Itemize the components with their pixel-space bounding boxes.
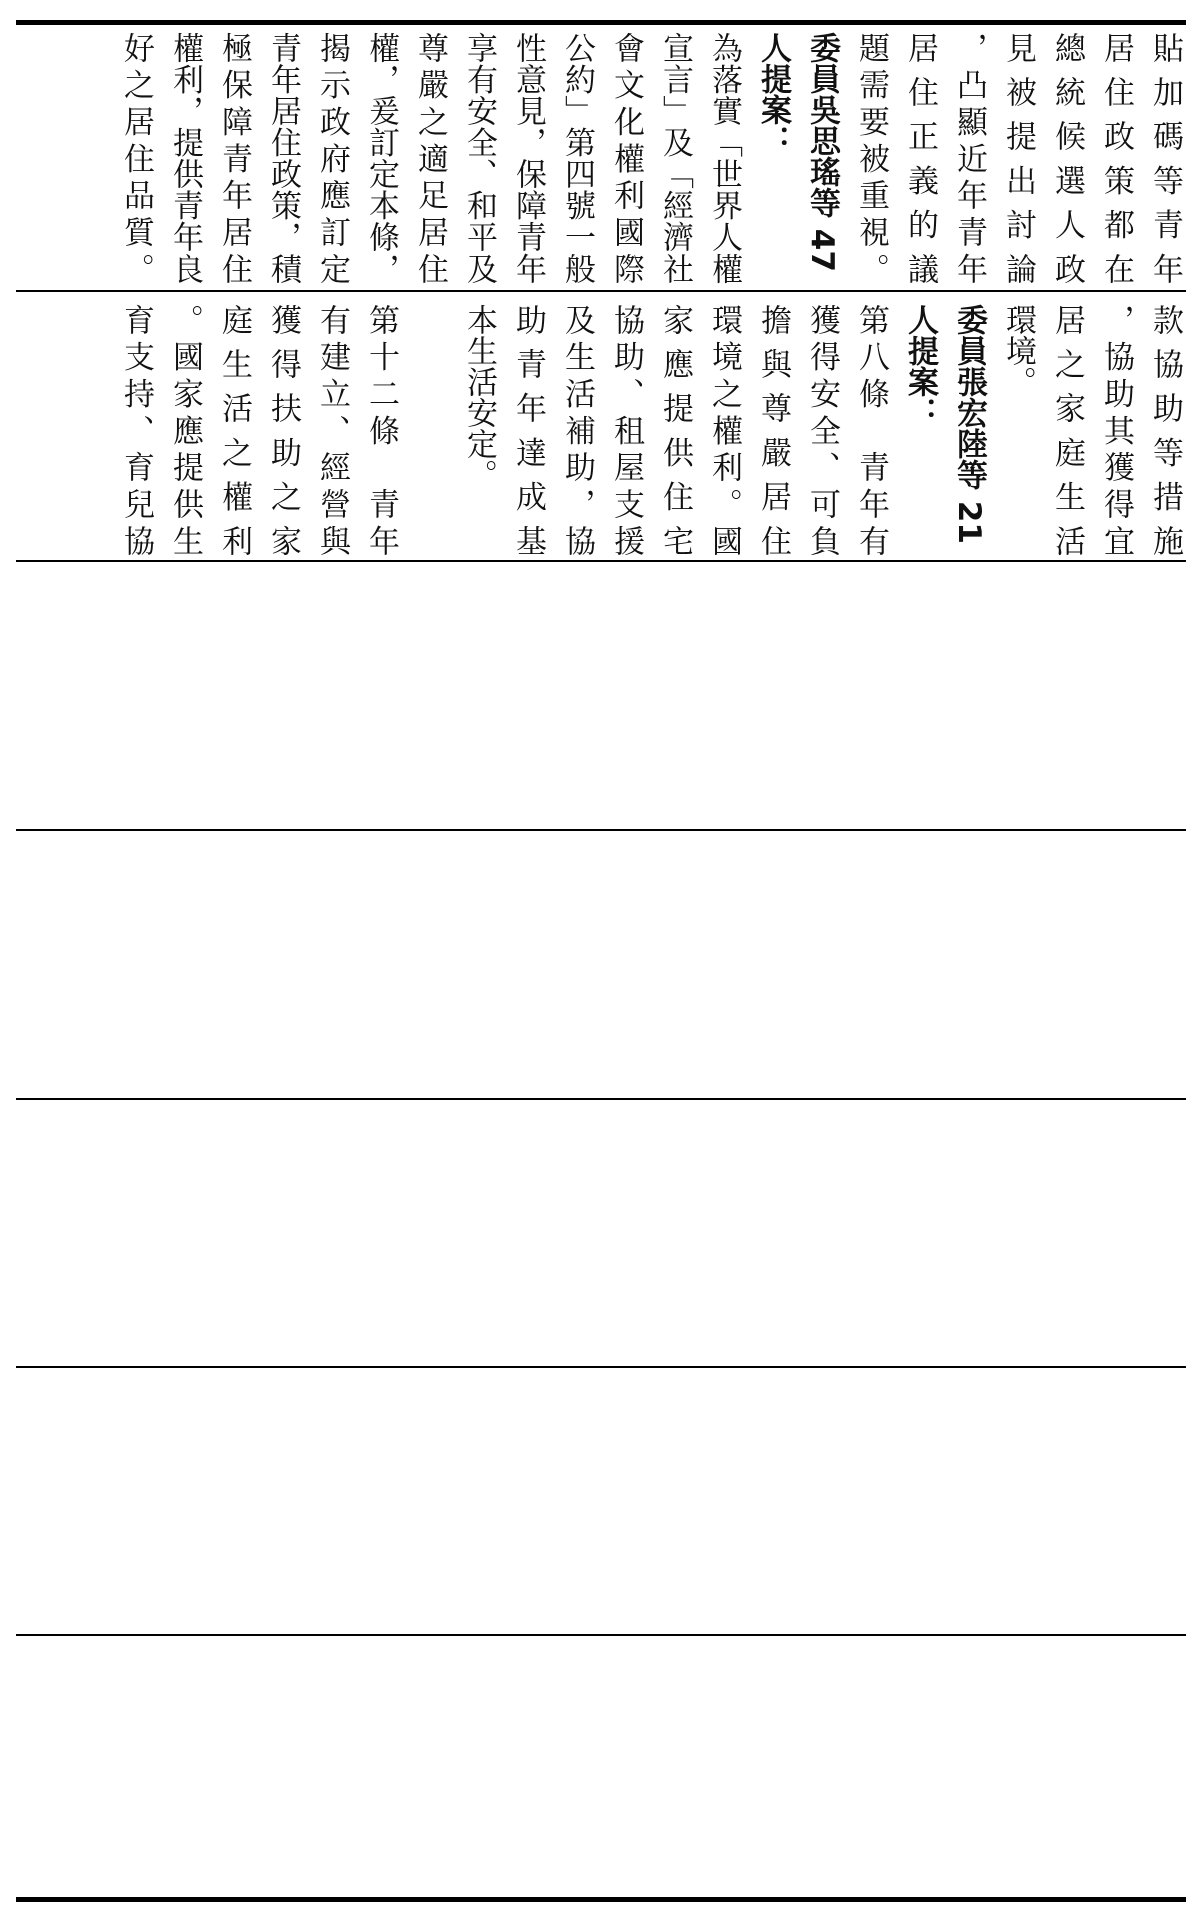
row-divider: [16, 560, 1186, 562]
row-divider: [16, 1634, 1186, 1636]
text-line: 家應提供住宅: [657, 304, 693, 556]
top-rule: [16, 20, 1186, 25]
text-line: 尊嚴之適足居住: [412, 32, 448, 284]
text-line: 及生活補助，協: [559, 304, 595, 556]
text-line: 權，爰訂定本條，: [363, 32, 399, 284]
row-divider: [16, 1098, 1186, 1100]
proposer-heading: 委員吳思瑤等 47: [804, 32, 840, 272]
text-line: 揭示政府應訂定: [314, 32, 350, 284]
text-line: 庭生活之權利: [216, 304, 252, 556]
text-line: 居住正義的議: [902, 32, 938, 284]
bottom-rule: [16, 1897, 1186, 1902]
row-divider: [16, 1366, 1186, 1368]
text-line: 青年居住政策，積: [265, 32, 301, 284]
row-divider: [16, 290, 1186, 292]
text-line: 助青年達成基: [510, 304, 546, 556]
text-line: 居之家庭生活: [1049, 304, 1085, 556]
text-line: 會文化權利國際: [608, 32, 644, 284]
text-line: 題需要被重視。: [853, 32, 889, 284]
text-line: 享有安全、和平及: [461, 32, 497, 284]
text-line: ，協助其獲得宜: [1098, 304, 1134, 556]
text-line: 本生活安定。: [461, 304, 497, 490]
text-line: 擔與尊嚴居住: [755, 304, 791, 556]
text-line: 款協助等措施: [1147, 304, 1183, 556]
proposer-heading: 委員張宏陸等 21: [951, 304, 987, 544]
row-divider: [16, 829, 1186, 831]
text-line: 獲得扶助之家: [265, 304, 301, 556]
text-line: 為落實「世界人權: [706, 32, 742, 284]
text-line: 環境。: [1000, 304, 1036, 397]
text-line: 。國家應提供生: [167, 304, 203, 556]
text-line: 總統候選人政: [1049, 32, 1085, 284]
text-line: 有建立、經營與: [314, 304, 350, 556]
text-line: 獲得安全、可負: [804, 304, 840, 556]
text-line: 極保障青年居住: [216, 32, 252, 284]
text-line: 第八條 青年有: [853, 304, 889, 556]
text-line: 育支持、育兒協: [118, 304, 154, 556]
text-line: 貼加碼等青年: [1147, 32, 1183, 284]
text-line: 環境之權利。國: [706, 304, 742, 556]
text-line: ，凸顯近年青年: [951, 32, 987, 284]
text-line: 好之居住品質。: [118, 32, 154, 284]
text-line: 見被提出討論: [1000, 32, 1036, 284]
proposer-heading-cont: 人提案：: [902, 304, 938, 428]
text-line: 性意見，保障青年: [510, 32, 546, 284]
text-line: 第十二條 青年: [363, 304, 399, 556]
text-line: 權利，提供青年良: [167, 32, 203, 284]
cell-top-right: [20, 32, 1183, 284]
text-line: 公約」第四號一般: [559, 32, 595, 284]
proposer-heading-cont: 人提案：: [755, 32, 791, 156]
cell-second: [20, 304, 1183, 556]
text-line: 協助、租屋支援: [608, 304, 644, 556]
text-line: 居住政策都在: [1098, 32, 1134, 284]
text-line: 宣言」及「經濟社: [657, 32, 693, 284]
